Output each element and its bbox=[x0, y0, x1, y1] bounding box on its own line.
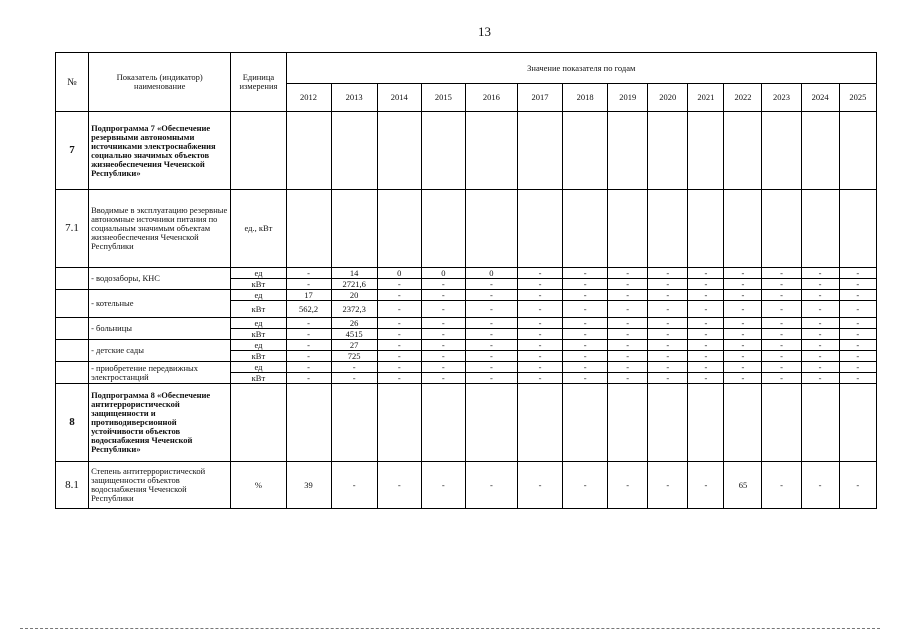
value-cell: - bbox=[801, 279, 839, 290]
header-year: 2025 bbox=[839, 84, 876, 112]
header-year: 2015 bbox=[421, 84, 465, 112]
value-cell: - bbox=[724, 268, 762, 279]
value-cell: - bbox=[286, 279, 331, 290]
value-cell: - bbox=[421, 362, 465, 373]
value-cell: 562,2 bbox=[286, 301, 331, 318]
value-cell bbox=[331, 112, 377, 190]
value-cell bbox=[517, 112, 562, 190]
value-cell: - bbox=[801, 318, 839, 329]
value-cell: - bbox=[608, 268, 648, 279]
value-cell: 26 bbox=[331, 318, 377, 329]
value-cell: - bbox=[331, 462, 377, 509]
unit-cell: кВт bbox=[231, 351, 286, 362]
value-cell bbox=[688, 384, 724, 462]
header-year: 2018 bbox=[563, 84, 608, 112]
indicator-name: Подпрограмма 7 «Обеспечение резервными автономными источниками электроснабжения социально значимых объектов жизнеобеспечения Чеченской Республики» bbox=[89, 112, 231, 190]
value-cell bbox=[421, 112, 465, 190]
value-cell: - bbox=[688, 268, 724, 279]
value-cell bbox=[801, 384, 839, 462]
value-cell: - bbox=[563, 301, 608, 318]
value-cell bbox=[762, 384, 801, 462]
value-cell: - bbox=[608, 362, 648, 373]
value-cell: - bbox=[563, 362, 608, 373]
value-cell bbox=[286, 112, 331, 190]
value-cell bbox=[286, 190, 331, 268]
value-cell bbox=[465, 190, 517, 268]
value-cell: - bbox=[421, 373, 465, 384]
value-cell: - bbox=[648, 301, 688, 318]
value-cell: - bbox=[648, 462, 688, 509]
value-cell: - bbox=[465, 462, 517, 509]
value-cell: - bbox=[421, 301, 465, 318]
value-cell: - bbox=[839, 318, 876, 329]
value-cell: - bbox=[286, 373, 331, 384]
value-cell: - bbox=[839, 340, 876, 351]
sub-indicator-name: - водозаборы, КНС bbox=[89, 268, 231, 290]
value-cell: - bbox=[608, 462, 648, 509]
unit-cell: ед., кВт bbox=[231, 190, 286, 268]
value-cell: - bbox=[517, 279, 562, 290]
value-cell: - bbox=[517, 340, 562, 351]
value-cell: - bbox=[286, 340, 331, 351]
unit-cell bbox=[231, 112, 286, 190]
value-cell: - bbox=[563, 268, 608, 279]
value-cell: - bbox=[517, 462, 562, 509]
value-cell bbox=[688, 112, 724, 190]
value-cell: - bbox=[648, 268, 688, 279]
value-cell: - bbox=[648, 340, 688, 351]
value-cell: - bbox=[801, 340, 839, 351]
value-cell: - bbox=[688, 462, 724, 509]
value-cell bbox=[377, 112, 421, 190]
value-cell bbox=[331, 384, 377, 462]
unit-cell: ед bbox=[231, 318, 286, 329]
value-cell: - bbox=[762, 301, 801, 318]
value-cell bbox=[839, 112, 876, 190]
row-number: 8.1 bbox=[56, 462, 89, 509]
value-cell: - bbox=[724, 373, 762, 384]
indicator-row bbox=[56, 462, 877, 509]
header-year: 2022 bbox=[724, 84, 762, 112]
value-cell: - bbox=[465, 351, 517, 362]
value-cell: - bbox=[801, 268, 839, 279]
value-cell bbox=[331, 190, 377, 268]
value-cell: - bbox=[648, 318, 688, 329]
value-cell: - bbox=[762, 268, 801, 279]
value-cell: - bbox=[608, 373, 648, 384]
header-indicator: Показатель (индикатор) наименование bbox=[89, 53, 231, 112]
value-cell: - bbox=[421, 329, 465, 340]
value-cell: - bbox=[648, 279, 688, 290]
value-cell bbox=[517, 384, 562, 462]
value-cell bbox=[724, 384, 762, 462]
value-cell bbox=[608, 190, 648, 268]
value-cell: - bbox=[377, 301, 421, 318]
value-cell: - bbox=[377, 329, 421, 340]
value-cell: - bbox=[608, 279, 648, 290]
scan-edge-line bbox=[20, 628, 880, 630]
value-cell: - bbox=[688, 318, 724, 329]
value-cell: - bbox=[286, 329, 331, 340]
value-cell: - bbox=[688, 290, 724, 301]
value-cell: - bbox=[608, 329, 648, 340]
value-cell bbox=[608, 384, 648, 462]
value-cell: - bbox=[465, 362, 517, 373]
row-number bbox=[56, 362, 89, 384]
unit-cell: кВт bbox=[231, 279, 286, 290]
value-cell: - bbox=[762, 329, 801, 340]
row-number bbox=[56, 340, 89, 362]
value-cell: - bbox=[801, 290, 839, 301]
value-cell: - bbox=[801, 301, 839, 318]
value-cell: - bbox=[465, 301, 517, 318]
value-cell: - bbox=[801, 329, 839, 340]
header-year: 2023 bbox=[762, 84, 801, 112]
value-cell: - bbox=[724, 279, 762, 290]
value-cell: - bbox=[377, 373, 421, 384]
value-cell: 65 bbox=[724, 462, 762, 509]
value-cell: - bbox=[724, 301, 762, 318]
value-cell: - bbox=[608, 351, 648, 362]
sub-indicator-row bbox=[56, 268, 877, 279]
value-cell: - bbox=[839, 329, 876, 340]
value-cell: - bbox=[762, 318, 801, 329]
unit-cell: кВт bbox=[231, 301, 286, 318]
value-cell bbox=[421, 190, 465, 268]
value-cell: - bbox=[563, 462, 608, 509]
header-year: 2014 bbox=[377, 84, 421, 112]
value-cell: - bbox=[724, 340, 762, 351]
value-cell: - bbox=[688, 279, 724, 290]
sub-indicator-row bbox=[56, 290, 877, 301]
row-number: 7 bbox=[56, 112, 89, 190]
value-cell: - bbox=[762, 362, 801, 373]
header-no: № bbox=[56, 53, 89, 112]
value-cell: - bbox=[688, 340, 724, 351]
header-year: 2012 bbox=[286, 84, 331, 112]
value-cell bbox=[608, 112, 648, 190]
value-cell: - bbox=[465, 318, 517, 329]
value-cell: - bbox=[377, 290, 421, 301]
indicator-name: Вводимые в эксплуатацию резервные автономные источники питания по социальным значимым объектам жизнеобеспечения Чеченской Республики bbox=[89, 190, 231, 268]
sub-indicator-row bbox=[56, 318, 877, 329]
value-cell: - bbox=[648, 373, 688, 384]
value-cell: - bbox=[377, 318, 421, 329]
value-cell: - bbox=[608, 340, 648, 351]
value-cell: - bbox=[688, 301, 724, 318]
value-cell bbox=[801, 112, 839, 190]
value-cell: - bbox=[688, 373, 724, 384]
value-cell bbox=[839, 190, 876, 268]
value-cell: - bbox=[839, 362, 876, 373]
value-cell bbox=[377, 190, 421, 268]
value-cell bbox=[563, 112, 608, 190]
unit-cell: кВт bbox=[231, 329, 286, 340]
header-year: 2020 bbox=[648, 84, 688, 112]
value-cell bbox=[286, 384, 331, 462]
value-cell bbox=[377, 384, 421, 462]
value-cell: - bbox=[762, 373, 801, 384]
indicator-row bbox=[56, 190, 877, 268]
value-cell: 39 bbox=[286, 462, 331, 509]
value-cell: - bbox=[563, 279, 608, 290]
value-cell: - bbox=[648, 362, 688, 373]
value-cell: - bbox=[839, 462, 876, 509]
value-cell bbox=[724, 190, 762, 268]
value-cell: - bbox=[517, 362, 562, 373]
value-cell bbox=[762, 190, 801, 268]
value-cell: - bbox=[517, 290, 562, 301]
value-cell: - bbox=[762, 279, 801, 290]
unit-cell: кВт bbox=[231, 373, 286, 384]
sub-indicator-row bbox=[56, 362, 877, 373]
value-cell: - bbox=[465, 329, 517, 340]
header-values-title: Значение показателя по годам bbox=[286, 53, 877, 84]
value-cell bbox=[648, 384, 688, 462]
row-number: 8 bbox=[56, 384, 89, 462]
value-cell: - bbox=[563, 329, 608, 340]
value-cell: - bbox=[517, 351, 562, 362]
value-cell: 4515 bbox=[331, 329, 377, 340]
indicator-name: Степень антитеррористической защищенности объектов водоснабжения Чеченской Республики bbox=[89, 462, 231, 509]
value-cell: - bbox=[517, 373, 562, 384]
value-cell: 0 bbox=[465, 268, 517, 279]
value-cell: - bbox=[421, 351, 465, 362]
subprogram-row bbox=[56, 384, 877, 462]
value-cell: - bbox=[563, 318, 608, 329]
value-cell: - bbox=[517, 318, 562, 329]
value-cell: - bbox=[724, 318, 762, 329]
value-cell: - bbox=[648, 329, 688, 340]
value-cell: - bbox=[465, 290, 517, 301]
value-cell bbox=[648, 112, 688, 190]
value-cell: 14 bbox=[331, 268, 377, 279]
value-cell: 20 bbox=[331, 290, 377, 301]
indicator-table bbox=[55, 52, 877, 509]
value-cell: 2721,6 bbox=[331, 279, 377, 290]
value-cell: - bbox=[688, 351, 724, 362]
value-cell: - bbox=[762, 462, 801, 509]
value-cell: - bbox=[608, 290, 648, 301]
value-cell: - bbox=[839, 268, 876, 279]
value-cell: - bbox=[421, 318, 465, 329]
value-cell: - bbox=[421, 340, 465, 351]
value-cell bbox=[801, 190, 839, 268]
page-number: 13 bbox=[478, 24, 491, 39]
value-cell: - bbox=[377, 279, 421, 290]
value-cell: - bbox=[465, 373, 517, 384]
value-cell: 2372,3 bbox=[331, 301, 377, 318]
header-year: 2013 bbox=[331, 84, 377, 112]
value-cell: - bbox=[839, 290, 876, 301]
value-cell: - bbox=[724, 290, 762, 301]
value-cell bbox=[465, 112, 517, 190]
value-cell: - bbox=[465, 340, 517, 351]
value-cell: - bbox=[377, 462, 421, 509]
value-cell: - bbox=[517, 268, 562, 279]
value-cell: - bbox=[724, 329, 762, 340]
value-cell bbox=[688, 190, 724, 268]
value-cell: - bbox=[801, 373, 839, 384]
value-cell: - bbox=[688, 329, 724, 340]
unit-cell: ед bbox=[231, 340, 286, 351]
value-cell bbox=[421, 384, 465, 462]
value-cell: - bbox=[762, 290, 801, 301]
value-cell: - bbox=[563, 340, 608, 351]
value-cell: - bbox=[286, 351, 331, 362]
header-year: 2017 bbox=[517, 84, 562, 112]
value-cell: - bbox=[801, 351, 839, 362]
header-year: 2019 bbox=[608, 84, 648, 112]
unit-cell bbox=[231, 384, 286, 462]
value-cell: 27 bbox=[331, 340, 377, 351]
unit-cell: ед bbox=[231, 290, 286, 301]
value-cell bbox=[648, 190, 688, 268]
value-cell bbox=[563, 384, 608, 462]
value-cell: - bbox=[377, 362, 421, 373]
value-cell: - bbox=[839, 373, 876, 384]
subprogram-row bbox=[56, 112, 877, 190]
value-cell: - bbox=[839, 301, 876, 318]
value-cell bbox=[839, 384, 876, 462]
value-cell: 17 bbox=[286, 290, 331, 301]
value-cell: - bbox=[421, 462, 465, 509]
value-cell: 0 bbox=[377, 268, 421, 279]
value-cell: - bbox=[421, 290, 465, 301]
row-number: 7.1 bbox=[56, 190, 89, 268]
value-cell: - bbox=[724, 351, 762, 362]
value-cell: - bbox=[648, 290, 688, 301]
sub-indicator-row bbox=[56, 340, 877, 351]
value-cell bbox=[724, 112, 762, 190]
sub-indicator-name: - больницы bbox=[89, 318, 231, 340]
value-cell: - bbox=[286, 362, 331, 373]
row-number bbox=[56, 290, 89, 318]
unit-cell: ед bbox=[231, 362, 286, 373]
value-cell: - bbox=[762, 351, 801, 362]
row-number bbox=[56, 318, 89, 340]
value-cell: - bbox=[839, 279, 876, 290]
value-cell: - bbox=[762, 340, 801, 351]
value-cell: - bbox=[286, 268, 331, 279]
value-cell: - bbox=[724, 362, 762, 373]
value-cell: 725 bbox=[331, 351, 377, 362]
value-cell: - bbox=[801, 462, 839, 509]
indicator-name: Подпрограмма 8 «Обеспечение антитеррористической защищенности и противодиверсионной устойчивости объектов водоснабжения Чеченской Республики» bbox=[89, 384, 231, 462]
value-cell: - bbox=[421, 279, 465, 290]
value-cell: - bbox=[608, 301, 648, 318]
value-cell: - bbox=[648, 351, 688, 362]
header-year: 2024 bbox=[801, 84, 839, 112]
value-cell: 0 bbox=[421, 268, 465, 279]
value-cell: - bbox=[801, 362, 839, 373]
value-cell: - bbox=[465, 279, 517, 290]
unit-cell: ед bbox=[231, 268, 286, 279]
value-cell: - bbox=[377, 340, 421, 351]
sub-indicator-name: - приобретение передвижных электростанций bbox=[89, 362, 231, 384]
value-cell: - bbox=[563, 373, 608, 384]
header-year: 2021 bbox=[688, 84, 724, 112]
header-unit: Единица измерения bbox=[231, 53, 286, 112]
value-cell bbox=[465, 384, 517, 462]
header-year: 2016 bbox=[465, 84, 517, 112]
value-cell: - bbox=[563, 290, 608, 301]
value-cell bbox=[563, 190, 608, 268]
value-cell: - bbox=[688, 362, 724, 373]
value-cell: - bbox=[517, 301, 562, 318]
value-cell bbox=[517, 190, 562, 268]
value-cell: - bbox=[517, 329, 562, 340]
value-cell: - bbox=[608, 318, 648, 329]
value-cell: - bbox=[377, 351, 421, 362]
sub-indicator-name: - котельные bbox=[89, 290, 231, 318]
value-cell: - bbox=[563, 351, 608, 362]
sub-indicator-name: - детские сады bbox=[89, 340, 231, 362]
unit-cell: % bbox=[231, 462, 286, 509]
value-cell: - bbox=[331, 373, 377, 384]
value-cell: - bbox=[839, 351, 876, 362]
value-cell: - bbox=[331, 362, 377, 373]
value-cell bbox=[762, 112, 801, 190]
row-number bbox=[56, 268, 89, 290]
value-cell: - bbox=[286, 318, 331, 329]
